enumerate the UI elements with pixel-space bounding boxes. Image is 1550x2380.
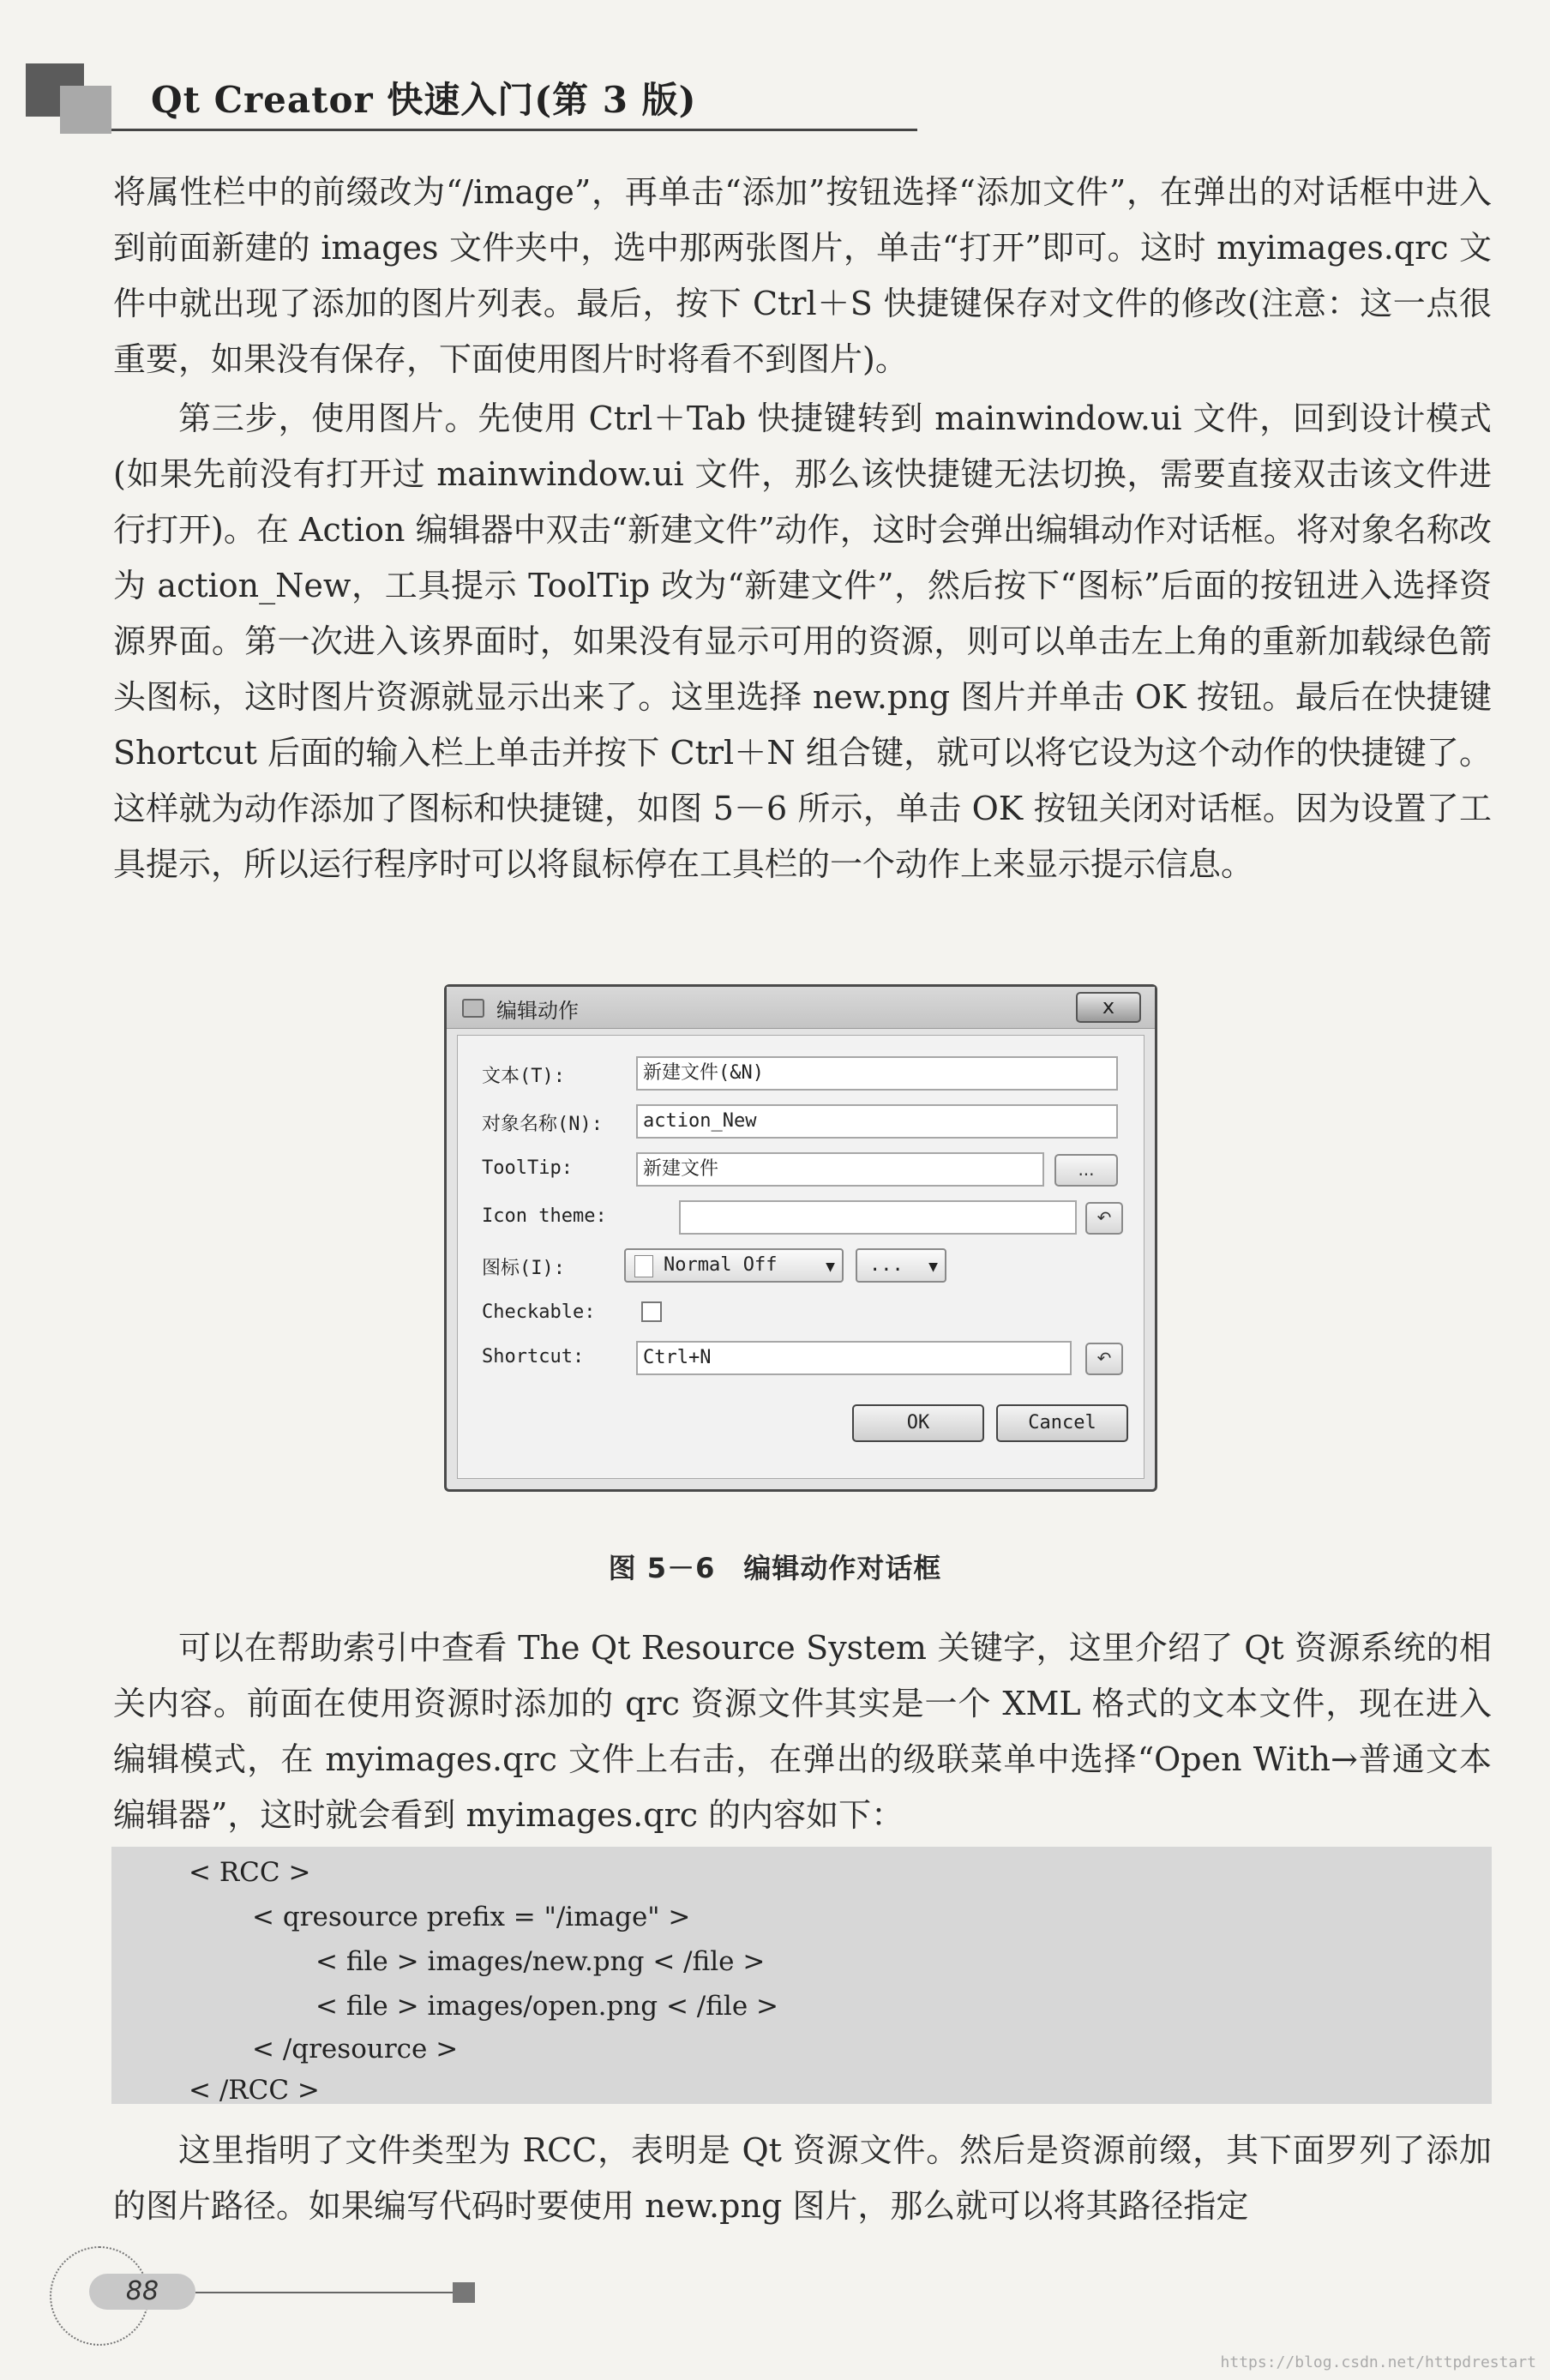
code-line: < /qresource > xyxy=(252,2034,459,2064)
checkable-checkbox[interactable] xyxy=(641,1301,662,1322)
chevron-down-icon: ▼ xyxy=(928,1258,938,1276)
code-block xyxy=(111,1847,1492,2104)
file-icon xyxy=(634,1255,653,1277)
shortcut-reset-button[interactable] xyxy=(1085,1343,1123,1375)
icon-resource-combo[interactable] xyxy=(856,1248,946,1283)
figure-caption: 图 5－6 编辑动作对话框 xyxy=(608,1552,942,1584)
checkable-label: Checkable: xyxy=(482,1301,596,1323)
tooltip-more-button[interactable]: ... xyxy=(1054,1154,1118,1187)
ok-button[interactable]: OK xyxy=(852,1404,984,1442)
code-line: < file > images/open.png < /file > xyxy=(315,1991,779,2022)
text-label: 文本(T): xyxy=(482,1066,565,1087)
paragraph-2-text: 第三步，使用图片。先使用 Ctrl＋Tab 快捷键转到 mainwindow.ui 文件，回到设计模式(如果先前没有打开过 mainwindow.ui 文件，那么该快捷键无法切换，需要直接双击该文件进行打开)。在 Action 编辑器中双击“新建文件”动作，这时会弹出编辑动作对话框。将对象名称改为 action_New，工具提示 ToolTip 改为“新建文件”，然后按下“图标”后面的按钮进入选择资源界面。第一次进入该界面时，如果没有显示可用的资源，则可以单击左上角的重新加载绿色箭头图标，这时图片资源就显示出来了。这里选择 new.png 图片并单击 OK 按钮。最后在快捷键 Shortcut 后面的输入栏上单击并按下 Ctrl＋N 组合键，就可以将它设为这个动作的快捷键了。这样就为动作添加了图标和快捷键，如图 5－6 所示，单击 OK 按钮关闭对话框。因为设置了工具提示，所以运行程序时可以将鼠标停在工具栏的一个动作上来显示提示信息。 xyxy=(113,400,1492,883)
footer-rule xyxy=(195,2292,453,2293)
paragraph-4-text: 这里指明了文件类型为 RCC，表明是 Qt 资源文件。然后是资源前缀，其下面罗列了添加的图片路径。如果编写代码时要使用 new.png 图片，那么就可以将其路径指定 xyxy=(113,2131,1492,2225)
code-line: < /RCC > xyxy=(189,2075,320,2106)
paragraph-2 xyxy=(113,391,1492,892)
icon-theme-label: Icon theme: xyxy=(482,1205,607,1227)
watermark: https://blog.csdn.net/httpdrestart xyxy=(1220,2353,1536,2371)
icon-mode-combo[interactable] xyxy=(624,1248,844,1283)
icon-resource-value: ... xyxy=(869,1254,904,1276)
text-input[interactable]: 新建文件(&N) xyxy=(636,1056,1118,1091)
icon-theme-reset-button[interactable] xyxy=(1085,1202,1123,1235)
page-number: 88 xyxy=(89,2274,195,2310)
object-name-label: 对象名称(N): xyxy=(482,1114,603,1135)
code-line: < RCC > xyxy=(189,1857,311,1888)
header-rule xyxy=(111,129,917,131)
dialog-title: 编辑动作 xyxy=(496,999,579,1023)
dialog-body xyxy=(457,1035,1144,1479)
running-header-title: Qt Creator 快速入门(第 3 版) xyxy=(151,79,697,121)
icon-theme-input[interactable] xyxy=(679,1200,1077,1235)
shortcut-input[interactable]: Ctrl+N xyxy=(636,1341,1072,1375)
cancel-button[interactable]: Cancel xyxy=(996,1404,1128,1442)
close-button[interactable]: x xyxy=(1076,992,1141,1023)
dialog-titlebar xyxy=(447,987,1155,1029)
header-square-light xyxy=(60,86,111,134)
reset-arrow-icon: ↶ xyxy=(1096,1348,1112,1368)
code-line: < file > images/new.png < /file > xyxy=(315,1946,766,1977)
tooltip-input[interactable]: 新建文件 xyxy=(636,1152,1044,1187)
edit-action-dialog xyxy=(444,984,1157,1492)
icon-label: 图标(I): xyxy=(482,1258,565,1279)
paragraph-3-text: 可以在帮助索引中查看 The Qt Resource System 关键字，这里介绍了 Qt 资源系统的相关内容。前面在使用资源时添加的 qrc 资源文件其实是一个 XML 格式的文本文件，现在进入编辑模式，在 myimages.qrc 文件上右击，在弹出的级联菜单中选择“Open With→普通文本编辑器”，这时就会看到 myimages.qrc 的内容如下： xyxy=(113,1629,1492,1834)
reset-arrow-icon: ↶ xyxy=(1096,1207,1112,1228)
code-line: < qresource prefix = "/image" > xyxy=(252,1902,691,1932)
tooltip-label: ToolTip: xyxy=(482,1157,573,1179)
chevron-down-icon: ▼ xyxy=(826,1258,835,1276)
paragraph-1 xyxy=(113,165,1492,388)
icon-mode-value: Normal Off xyxy=(664,1254,778,1276)
shortcut-label: Shortcut: xyxy=(482,1346,585,1367)
object-name-input[interactable]: action_New xyxy=(636,1104,1118,1139)
paragraph-1-text: 将属性栏中的前缀改为“/image”，再单击“添加”按钮选择“添加文件”，在弹出的对话框中进入到前面新建的 images 文件夹中，选中那两张图片，单击“打开”即可。这时 myimages.qrc 文件中就出现了添加的图片列表。最后，按下 Ctrl＋S 快捷键保存对文件的修改(注意：这一点很重要，如果没有保存，下面使用图片时将看不到图片)。 xyxy=(113,173,1492,378)
dialog-app-icon xyxy=(462,999,484,1018)
paragraph-3 xyxy=(113,1620,1492,1843)
paragraph-4 xyxy=(113,2123,1492,2234)
footer-square xyxy=(453,2282,475,2303)
